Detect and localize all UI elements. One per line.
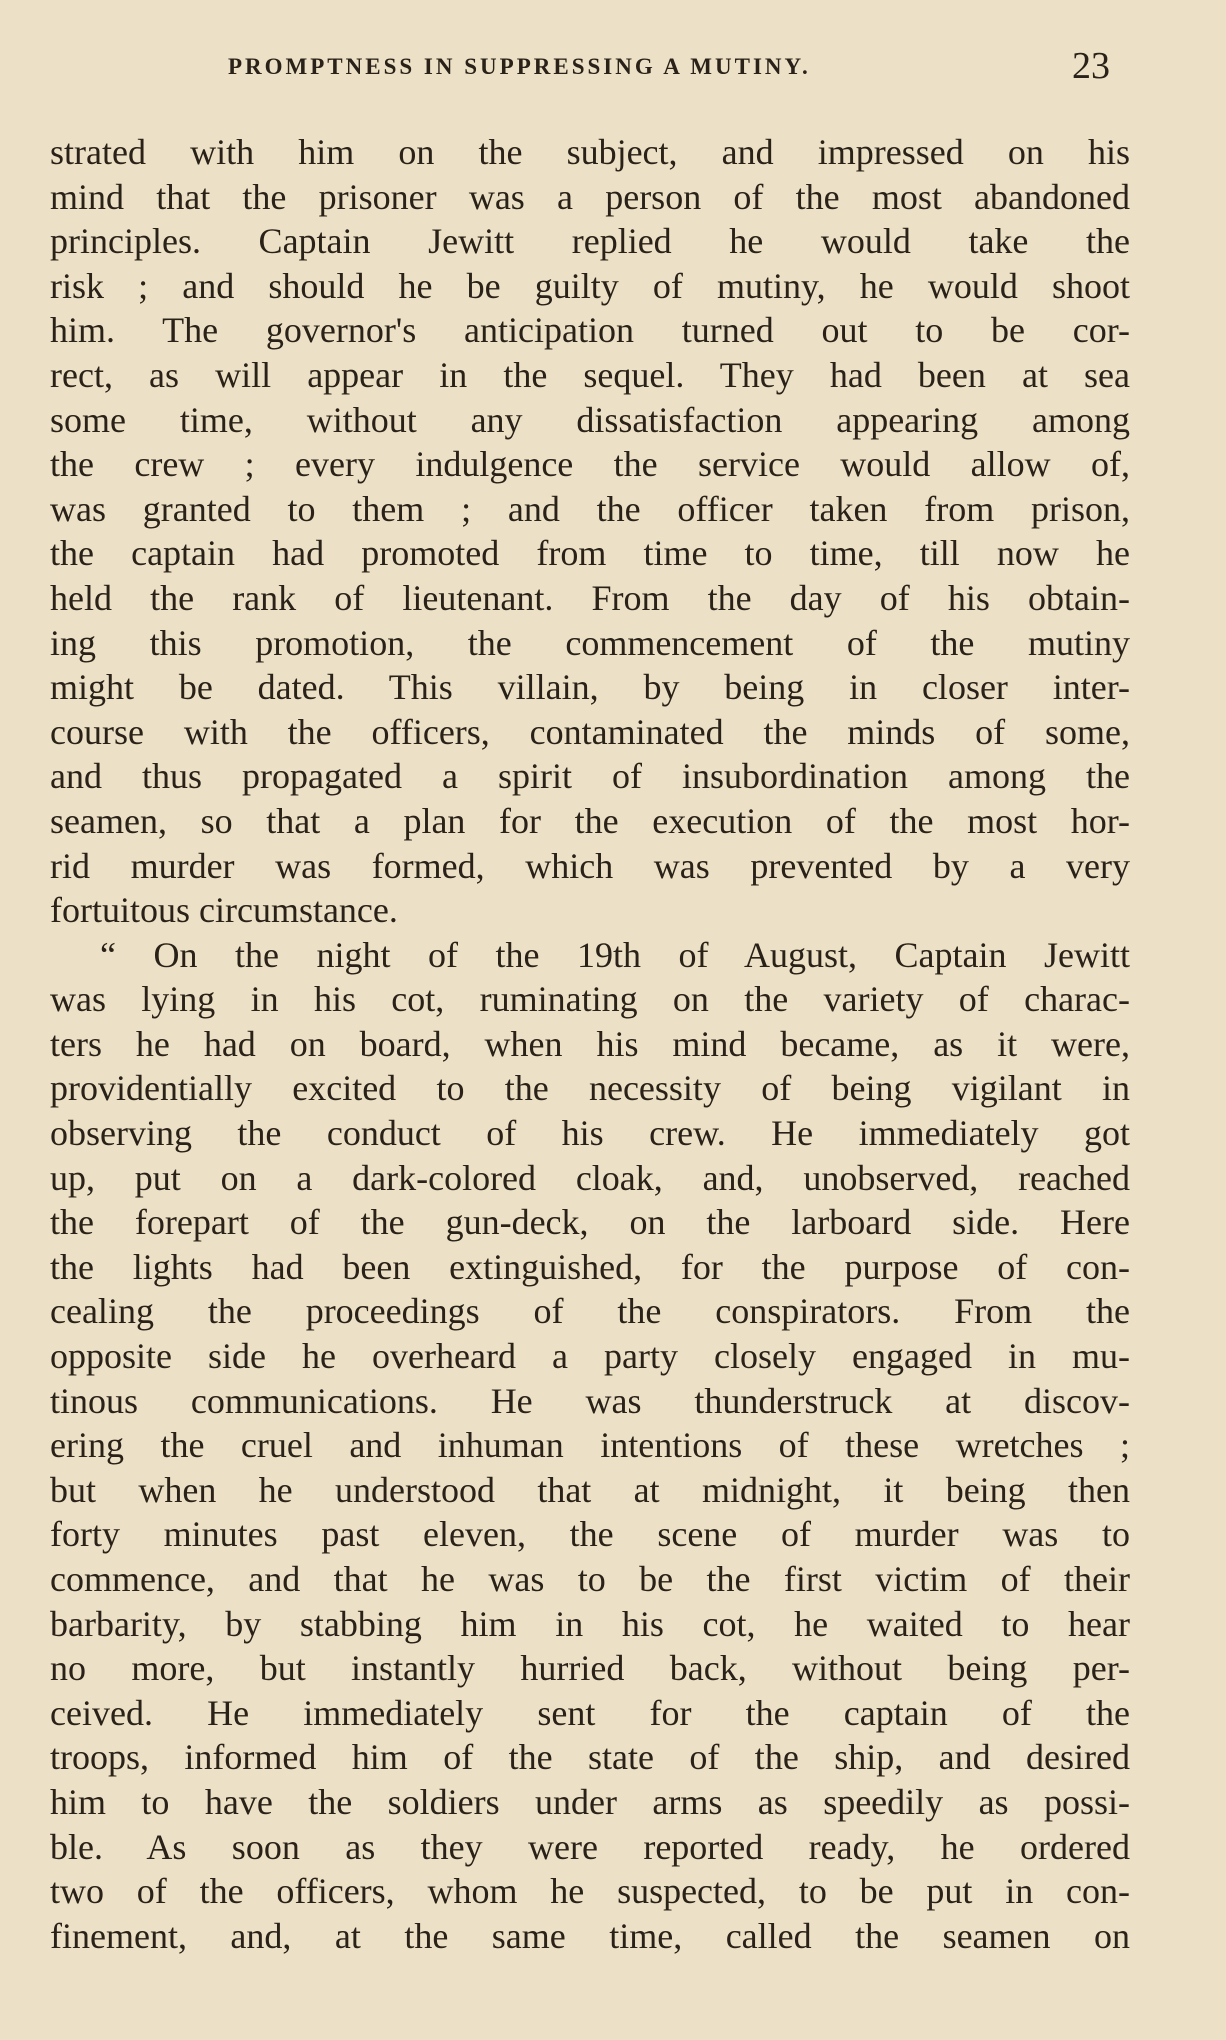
text-line: troops, informed him of the state of the ship, and desired bbox=[50, 1737, 1130, 1778]
text-line: seamen, so that a plan for the execution of the most hor- bbox=[50, 800, 1130, 841]
text-line: the captain had promoted from time to time, till now he bbox=[50, 533, 1130, 574]
text-line: observing the conduct of his crew. He immediately got bbox=[50, 1113, 1130, 1154]
text-line: ering the cruel and inhuman intentions of these wretches ; bbox=[50, 1425, 1130, 1466]
text-line: the lights had been extinguished, for the purpose of con- bbox=[50, 1246, 1130, 1287]
text-line: providentially excited to the necessity of being vigilant in bbox=[50, 1068, 1130, 1109]
text-line: strated with him on the subject, and impressed on his bbox=[50, 132, 1130, 172]
body-text bbox=[50, 130, 1130, 1958]
text-line: rect, as will appear in the sequel. They had been at sea bbox=[50, 354, 1130, 395]
text-line: might be dated. This villain, by being in closer inter- bbox=[50, 667, 1130, 708]
text-line: opposite side he overheard a party closely engaged in mu- bbox=[50, 1336, 1130, 1377]
text-line: up, put on a dark-colored cloak, and, unobserved, reached bbox=[50, 1157, 1130, 1198]
text-line: risk ; and should he be guilty of mutiny, he would shoot bbox=[50, 265, 1130, 306]
text-line: rid murder was formed, which was prevented by a very bbox=[50, 845, 1130, 886]
text-line: cealing the proceedings of the conspirators. From the bbox=[50, 1291, 1130, 1332]
text-line: held the rank of lieutenant. From the day of his obtain- bbox=[50, 577, 1130, 618]
text-line: was granted to them ; and the officer taken from prison, bbox=[50, 488, 1130, 529]
text-line: him to have the soldiers under arms as speedily as possi- bbox=[50, 1781, 1130, 1822]
text-line: ing this promotion, the commencement of the mutiny bbox=[50, 622, 1130, 663]
running-title: PROMPTNESS IN SUPPRESSING A MUTINY. bbox=[228, 54, 811, 79]
text-line: commence, and that he was to be the first victim of their bbox=[50, 1559, 1130, 1599]
text-line: but when he understood that at midnight, it being then bbox=[50, 1469, 1130, 1510]
text-line: mind that the prisoner was a person of the most abandoned bbox=[50, 176, 1130, 217]
text-line: was lying in his cot, ruminating on the variety of charac- bbox=[50, 979, 1130, 1020]
text-line: no more, but instantly hurried back, without being per- bbox=[50, 1648, 1130, 1689]
text-line: fortuitous circumstance. bbox=[50, 890, 398, 931]
text-line: the forepart of the gun-deck, on the larboard side. Here bbox=[50, 1202, 1130, 1243]
text-line: finement, and, at the same time, called the seamen on bbox=[50, 1915, 1130, 1956]
page-number: 23 bbox=[1072, 45, 1110, 87]
text-line: principles. Captain Jewitt replied he would take the bbox=[50, 221, 1130, 262]
text-line: the crew ; every indulgence the service would allow of, bbox=[50, 444, 1130, 485]
text-line: ceived. He immediately sent for the captain of the bbox=[50, 1692, 1130, 1733]
text-line: ters he had on board, when his mind became, as it were, bbox=[50, 1023, 1130, 1064]
text-line: and thus propagated a spirit of insubordination among the bbox=[50, 756, 1130, 797]
text-line: two of the officers, whom he suspected, to be put in con- bbox=[50, 1871, 1130, 1912]
text-line: tinous communications. He was thunderstruck at discov- bbox=[50, 1380, 1130, 1421]
text-line: some time, without any dissatisfaction appearing among bbox=[50, 399, 1130, 440]
text-line: ble. As soon as they were reported ready, he ordered bbox=[50, 1826, 1130, 1867]
running-head bbox=[0, 46, 1226, 90]
text-line: him. The governor's anticipation turned out to be cor- bbox=[50, 310, 1130, 351]
text-line: barbarity, by stabbing him in his cot, he waited to hear bbox=[50, 1603, 1130, 1644]
text-line: course with the officers, contaminated the minds of some, bbox=[50, 711, 1130, 752]
text-line: forty minutes past eleven, the scene of murder was to bbox=[50, 1514, 1130, 1555]
text-line: “ On the night of the 19th of August, Captain Jewitt bbox=[100, 934, 1130, 975]
